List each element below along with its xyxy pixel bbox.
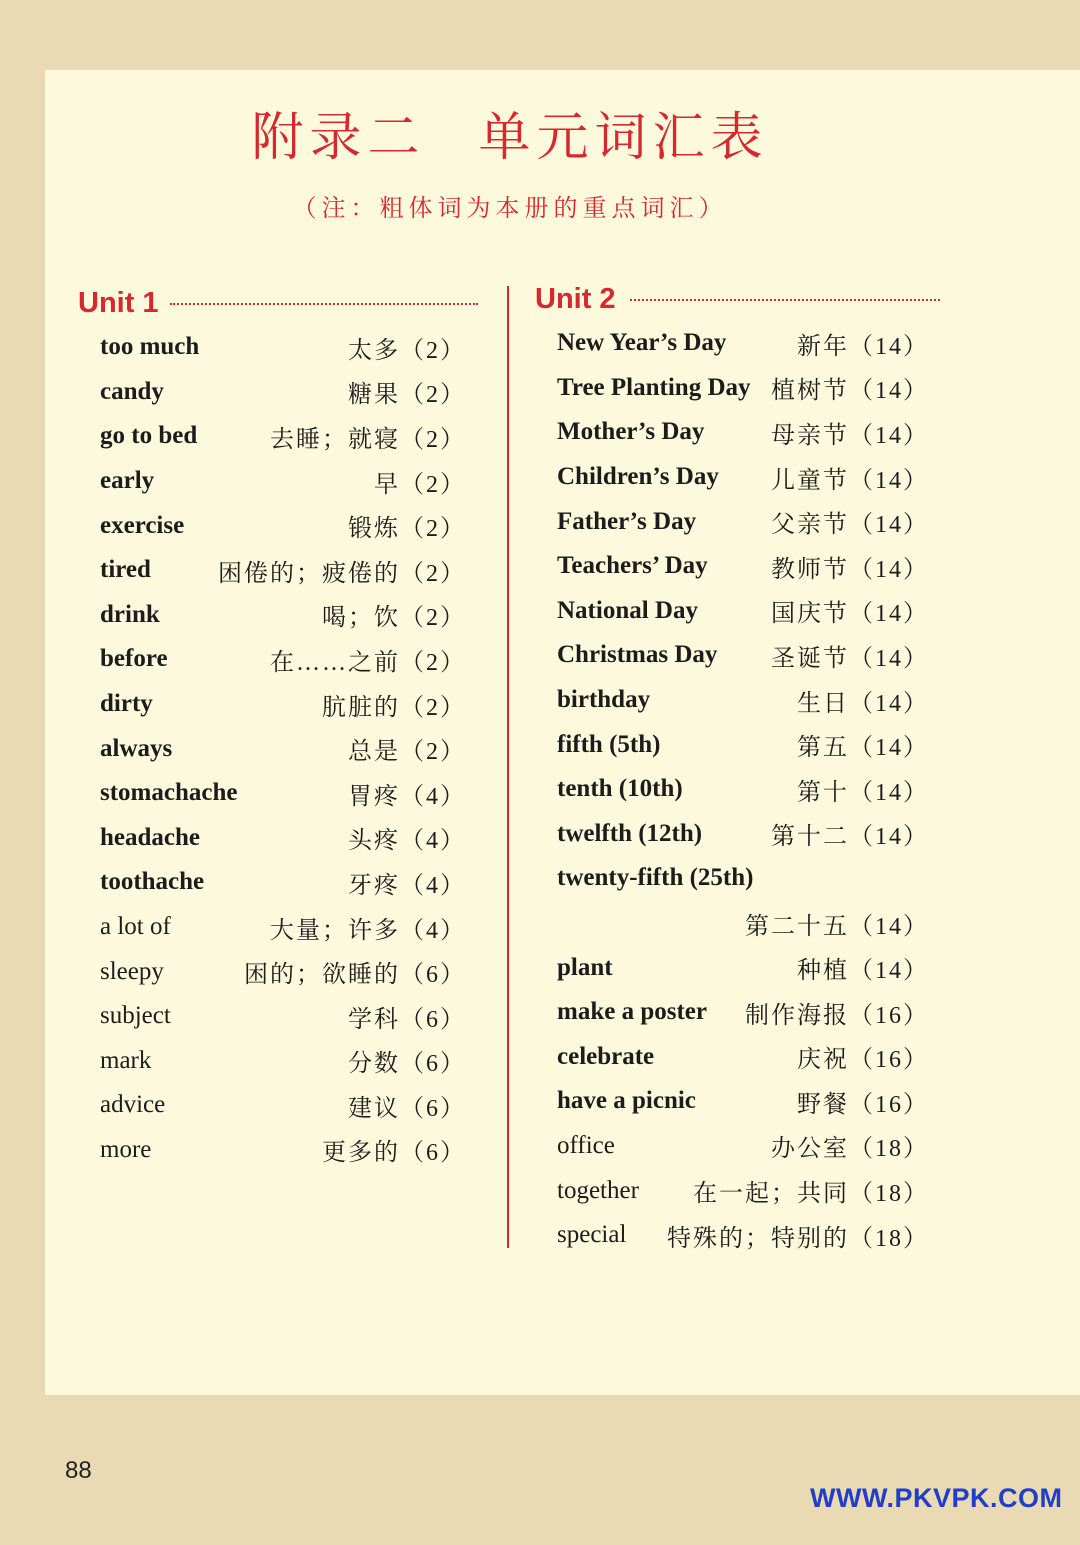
vocab-meaning: 第十（14）: [797, 779, 929, 806]
vocab-word: birthday: [557, 686, 651, 714]
vocab-word: subject: [100, 1002, 171, 1030]
vocab-row: [557, 1035, 929, 1080]
vocab-row: [557, 455, 929, 500]
vocab-row: [557, 1168, 929, 1213]
vocab-word: celebrate: [557, 1042, 655, 1070]
vocab-meaning: 总是（2）: [348, 739, 466, 766]
vocab-row: [557, 767, 929, 812]
vocab-word: tired: [100, 556, 151, 584]
vocab-row: [557, 945, 929, 990]
vocab-meaning: 制作海报（16）: [745, 1002, 929, 1029]
vocab-row: [100, 503, 466, 548]
vocab-meaning: 父亲节（14）: [771, 512, 929, 539]
column-divider: [507, 286, 509, 1248]
vocab-word: Christmas Day: [557, 641, 718, 669]
vocab-word: New Year’s Day: [557, 329, 727, 357]
vocab-row: [100, 816, 466, 861]
vocab-meaning: 第十二（14）: [771, 824, 929, 851]
page-title: 附录二 单元词汇表: [251, 110, 769, 167]
vocab-word: stomachache: [100, 779, 238, 807]
vocab-row: [557, 678, 929, 723]
vocab-row: [100, 637, 466, 682]
vocab-meaning: 太多（2）: [348, 337, 466, 364]
vocab-word: together: [557, 1176, 639, 1204]
vocab-row: [557, 990, 929, 1035]
vocab-meaning: 学科（6）: [348, 1006, 466, 1033]
vocab-meaning: 第五（14）: [797, 735, 929, 762]
vocab-row: [557, 1079, 929, 1124]
vocab-word: office: [557, 1131, 615, 1159]
vocab-word: Teachers’ Day: [557, 552, 708, 580]
vocab-row: [100, 1128, 466, 1173]
vocab-word: a lot of: [100, 913, 171, 941]
vocab-word: more: [100, 1135, 152, 1163]
vocab-row: [557, 366, 929, 411]
vocab-meaning: 庆祝（16）: [797, 1047, 929, 1074]
vocab-word: twenty-fifth (25th): [557, 864, 754, 892]
vocab-meaning: 国庆节（14）: [771, 601, 929, 628]
vocab-meaning: 困倦的；疲倦的（2）: [218, 560, 466, 587]
vocab-row: [100, 370, 466, 415]
vocab-word: Children’s Day: [557, 463, 719, 491]
vocab-word: too much: [100, 333, 200, 361]
vocab-row: [557, 901, 929, 946]
vocab-row: [100, 414, 466, 459]
vocab-meaning: 困的；欲睡的（6）: [244, 962, 466, 989]
vocab-word: fifth (5th): [557, 730, 661, 758]
unit2-dotted-rule: [630, 299, 940, 301]
vocab-row: [100, 325, 466, 370]
vocab-meaning: 早（2）: [374, 471, 466, 498]
vocab-word: exercise: [100, 511, 185, 539]
vocab-meaning: 教师节（14）: [771, 556, 929, 583]
vocab-meaning: 植树节（14）: [771, 378, 929, 405]
vocab-meaning: 新年（14）: [797, 333, 929, 360]
vocab-row: [557, 633, 929, 678]
vocab-meaning: 糖果（2）: [348, 382, 466, 409]
vocab-meaning: 肮脏的（2）: [322, 694, 466, 721]
vocab-row: [557, 499, 929, 544]
vocab-row: [557, 812, 929, 857]
watermark: WWW.PKVPK.COM: [810, 1483, 1063, 1513]
vocab-row: [100, 459, 466, 504]
vocab-word: sleepy: [100, 957, 164, 985]
vocab-row: [100, 860, 466, 905]
vocab-meaning: 办公室（18）: [771, 1136, 929, 1163]
vocab-meaning: 儿童节（14）: [771, 467, 929, 494]
vocab-row: [557, 856, 929, 901]
unit1-heading: Unit 1: [78, 287, 159, 319]
unit1-vocab-list: [100, 325, 466, 1172]
vocab-row: [100, 1083, 466, 1128]
vocab-meaning: 去睡；就寝（2）: [270, 426, 466, 453]
unit1-dotted-rule: [170, 303, 478, 305]
vocab-meaning: 喝；饮（2）: [322, 605, 466, 632]
vocab-meaning: 更多的（6）: [322, 1140, 466, 1167]
vocab-meaning: 牙疼（4）: [348, 872, 466, 899]
vocab-word: before: [100, 645, 168, 673]
vocab-word: twelfth (12th): [557, 819, 703, 847]
vocab-row: [100, 726, 466, 771]
vocab-row: [100, 593, 466, 638]
vocab-meaning: 在……之前（2）: [270, 649, 466, 676]
vocab-row: [100, 1039, 466, 1084]
vocab-word: dirty: [100, 690, 153, 718]
vocab-row: [557, 321, 929, 366]
vocab-row: [100, 771, 466, 816]
vocab-meaning: 第二十五（14）: [745, 913, 929, 940]
vocab-meaning: 种植（14）: [797, 958, 929, 985]
vocab-meaning: 大量；许多（4）: [270, 917, 466, 944]
vocab-row: [100, 949, 466, 994]
vocab-row: [100, 548, 466, 593]
vocab-word: always: [100, 734, 173, 762]
vocab-word: early: [100, 467, 155, 495]
vocab-word: mark: [100, 1046, 152, 1074]
vocab-row: [557, 410, 929, 455]
vocab-meaning: 野餐（16）: [797, 1091, 929, 1118]
page-number: 88: [65, 1457, 92, 1484]
vocab-meaning: 圣诞节（14）: [771, 645, 929, 672]
vocab-word: go to bed: [100, 422, 198, 450]
vocab-meaning: 在一起；共同（18）: [693, 1181, 929, 1208]
vocab-row: [557, 1124, 929, 1169]
vocab-meaning: 分数（6）: [348, 1051, 466, 1078]
vocab-word: headache: [100, 823, 200, 851]
unit2-heading: Unit 2: [535, 283, 616, 315]
page-subtitle: （注：粗体词为本册的重点词汇）: [292, 196, 728, 222]
vocab-word: special: [557, 1221, 627, 1249]
vocab-word: Tree Planting Day: [557, 373, 751, 401]
vocab-row: [557, 1213, 929, 1258]
vocab-meaning: 特殊的；特别的（18）: [667, 1225, 929, 1252]
vocab-word: have a picnic: [557, 1087, 696, 1115]
vocab-meaning: 头疼（4）: [348, 828, 466, 855]
vocab-word: candy: [100, 377, 164, 405]
vocab-word: drink: [100, 600, 160, 628]
vocab-word: advice: [100, 1091, 166, 1119]
vocab-meaning: 锻炼（2）: [348, 516, 466, 543]
vocab-word: Father’s Day: [557, 507, 697, 535]
vocab-meaning: 胃疼（4）: [348, 783, 466, 810]
vocab-meaning: 建议（6）: [348, 1095, 466, 1122]
vocab-meaning: 生日（14）: [797, 690, 929, 717]
vocab-word: toothache: [100, 868, 205, 896]
vocab-row: [100, 905, 466, 950]
vocab-meaning: 母亲节（14）: [771, 422, 929, 449]
vocab-word: Mother’s Day: [557, 418, 705, 446]
vocab-word: plant: [557, 953, 613, 981]
unit2-vocab-list: [557, 321, 929, 1257]
vocab-row: [557, 722, 929, 767]
vocab-row: [557, 544, 929, 589]
vocab-row: [557, 589, 929, 634]
vocab-word: tenth (10th): [557, 775, 683, 803]
vocab-word: make a poster: [557, 998, 707, 1026]
vocab-row: [100, 994, 466, 1039]
vocab-word: National Day: [557, 596, 698, 624]
vocab-row: [100, 682, 466, 727]
